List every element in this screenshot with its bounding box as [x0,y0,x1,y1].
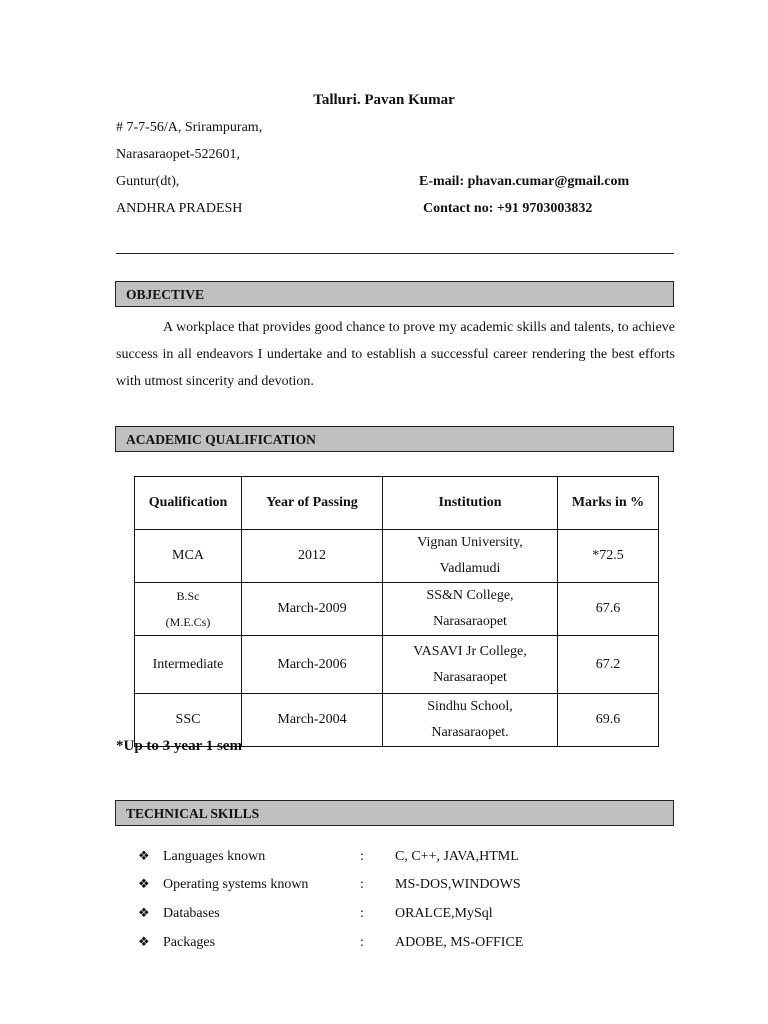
objective-paragraph [116,314,675,395]
email: E-mail: phavan.cumar@gmail.com [419,174,630,189]
technical-skills-heading: TECHNICAL SKILLS [115,800,674,826]
qualification-cell [135,530,242,583]
year-cell: March-2004 [242,694,383,747]
institution-line: Vadlamudi [439,561,501,576]
address-line-2: Narasaraopet-522601, [116,147,241,162]
qualification-text: MCA [172,548,204,563]
header-divider [116,253,674,254]
address-line-4: ANDHRA PRADESH [116,201,243,216]
skill-label: Operating systems known [163,877,309,892]
diamond-bullet-icon: ❖ [138,935,150,950]
column-header: Year of Passing [242,477,383,530]
institution-line: SS&N College, [426,588,514,603]
skill-separator: : [360,935,364,950]
skill-value: MS-DOS,WINDOWS [395,877,521,892]
skill-separator: : [360,877,364,892]
marks-cell: 67.2 [558,636,659,694]
qualification-table [134,476,659,747]
diamond-bullet-icon: ❖ [138,877,150,892]
institution-cell [383,583,558,636]
address-line-1: # 7-7-56/A, Srirampuram, [116,120,263,135]
institution-cell [383,636,558,694]
skill-item [138,906,558,926]
diamond-bullet-icon: ❖ [138,906,150,921]
skill-value: ORALCE,MySql [395,906,493,921]
column-header: Marks in % [558,477,659,530]
institution-line: VASAVI Jr College, [413,643,527,659]
qualification-text: Intermediate [152,656,224,672]
skill-value: ADOBE, MS-OFFICE [395,935,524,950]
institution-line: Narasaraopet [433,669,507,685]
year-cell: 2012 [242,530,383,583]
marks-cell: 69.6 [558,694,659,747]
year-cell: March-2009 [242,583,383,636]
institution-cell [383,694,558,747]
institution-cell [383,530,558,583]
qualification-subtext: (M.E.Cs) [165,615,211,629]
institution-line: Narasaraopet [433,614,507,629]
skill-item [138,849,558,869]
year-cell: March-2006 [242,636,383,694]
qualification-text: SSC [175,712,201,727]
skill-item [138,935,558,955]
marks-cell: 67.6 [558,583,659,636]
skill-item [138,877,558,897]
objective-heading: OBJECTIVE [115,281,674,307]
marks-cell: *72.5 [558,530,659,583]
address-line-3: Guntur(dt), [116,174,180,189]
contact-number: Contact no: +91 9703003832 [423,201,593,216]
skill-separator: : [360,849,364,864]
skill-label: Languages known [163,849,266,864]
institution-line: Vignan University, [417,535,523,550]
column-header: Qualification [135,477,242,530]
table-header-row [135,477,659,530]
table-row [135,530,659,583]
table-row [135,583,659,636]
skill-value: C, C++, JAVA,HTML [395,849,519,864]
skill-separator: : [360,906,364,921]
diamond-bullet-icon: ❖ [138,849,150,864]
institution-line: Sindhu School, [427,699,513,714]
candidate-name: Talluri. Pavan Kumar [313,92,455,108]
table-row [135,636,659,694]
academic-heading: ACADEMIC QUALIFICATION [115,426,674,452]
skill-label: Databases [163,906,220,921]
qualification-text: B.Sc [176,589,200,603]
skill-label: Packages [163,935,216,950]
marks-footnote: *Up to 3 year 1 sem [116,738,242,754]
column-header: Institution [383,477,558,530]
institution-line: Narasaraopet. [431,725,509,740]
objective-text: A workplace that provides good chance to prove my academic skills and talents, to achieve success in all endeavors I undertake and to establish a successful career rendering the best efforts with utmost sincerity and devotion. [116,320,675,389]
qualification-cell [135,636,242,694]
qualification-cell [135,583,242,636]
